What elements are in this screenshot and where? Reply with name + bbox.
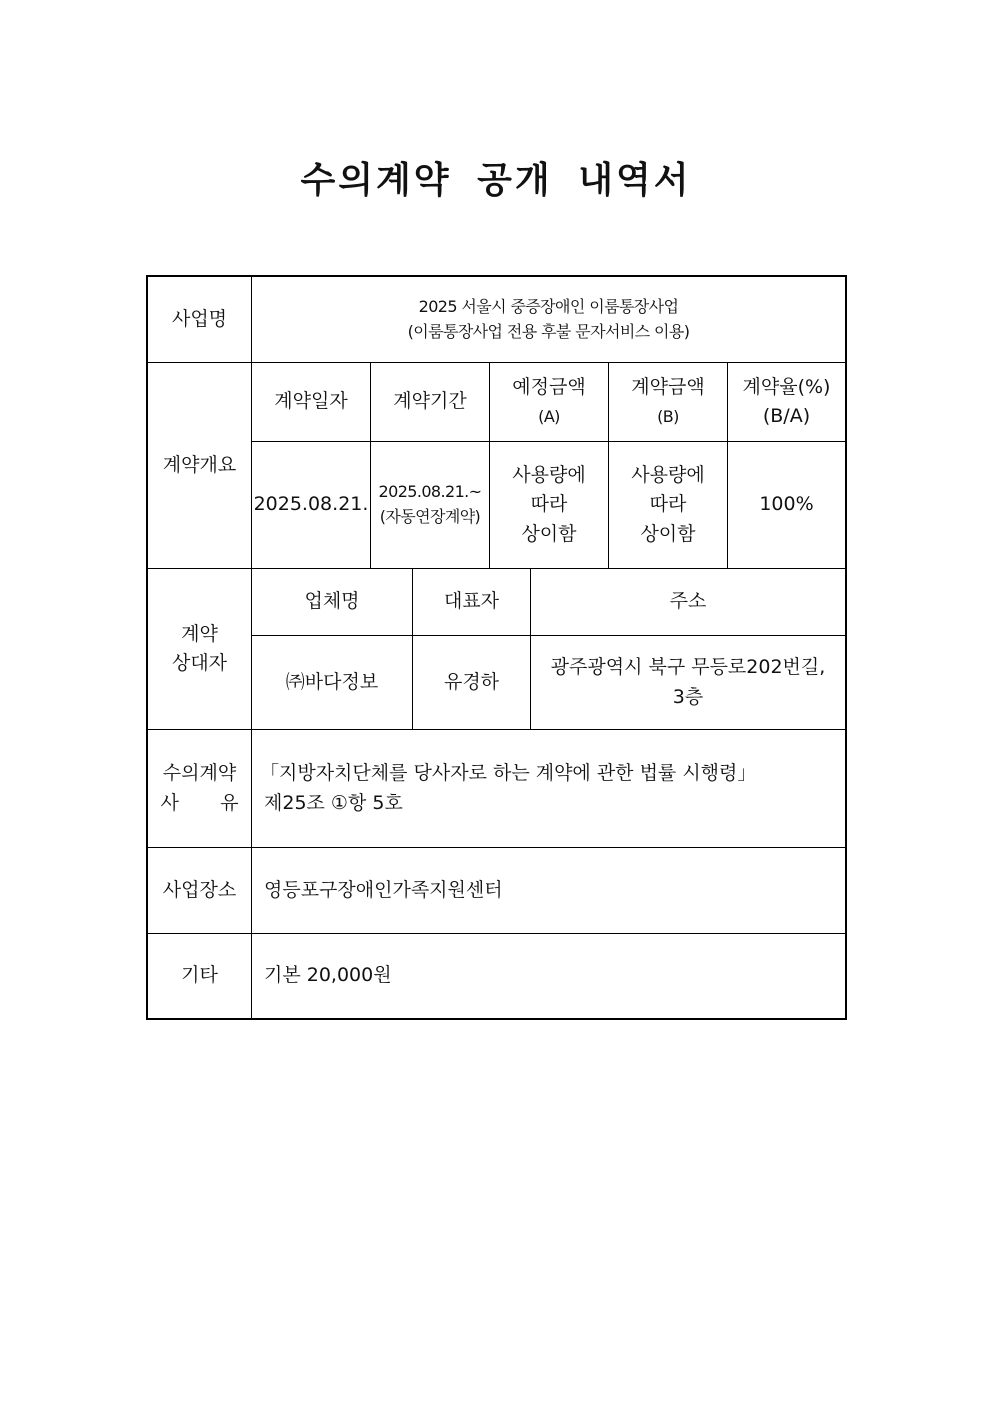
contract-overview-label: 계약개요: [162, 453, 237, 476]
header-representative: 대표자: [443, 590, 500, 613]
header-company-name: 업체명: [304, 590, 360, 613]
header-contract-amount: 계약금액 (B): [631, 375, 705, 426]
header-address: 주소: [669, 590, 707, 613]
counterparty-label: 계약 상대자: [171, 622, 228, 674]
header-contract-date: 계약일자: [274, 390, 348, 413]
value-contract-date: 2025.08.21.: [253, 493, 369, 516]
value-address: 광주광역시 북구 무등로202번길, 3층: [550, 656, 826, 708]
header-estimated-amount: 예정금액 (A): [512, 375, 586, 426]
location-label: 사업장소: [162, 878, 237, 901]
project-name-line2: (이룸통장사업 전용 후불 문자서비스 이용): [407, 321, 690, 341]
value-estimated-amount: 사용량에 따라 상이함: [512, 463, 586, 545]
project-name-line1: 2025 서울시 중증장애인 이룸통장사업: [418, 296, 679, 316]
value-contract-period: 2025.08.21.~ (자동연장계약): [378, 482, 482, 526]
project-name-label: 사업명: [171, 307, 228, 330]
value-representative: 유경하: [443, 670, 500, 693]
value-contract-amount: 사용량에 따라 상이함: [631, 463, 705, 545]
location-value: 영등포구장애인가족지원센터: [264, 878, 503, 901]
disclosure-table: [146, 275, 847, 1020]
etc-label: 기타: [181, 964, 218, 987]
reason-value: [252, 730, 845, 847]
value-company-name: ㈜바다정보: [285, 670, 379, 693]
project-name-value: [252, 277, 845, 362]
page-title: 수의계약 공개 내역서: [300, 160, 692, 201]
header-contract-rate: 계약율(%) (B/A): [742, 375, 831, 427]
reason-label: 수의계약 사 유: [160, 762, 239, 814]
reason-line1: 「지방자치단체를 당사자로 하는 계약에 관한 법률 시행령」: [260, 762, 757, 785]
value-contract-rate: 100%: [759, 493, 814, 516]
etc-value: 기본 20,000원: [264, 964, 392, 987]
reason-line2: 제25조 ①항 5호: [264, 791, 403, 814]
header-contract-period: 계약기간: [393, 390, 467, 413]
